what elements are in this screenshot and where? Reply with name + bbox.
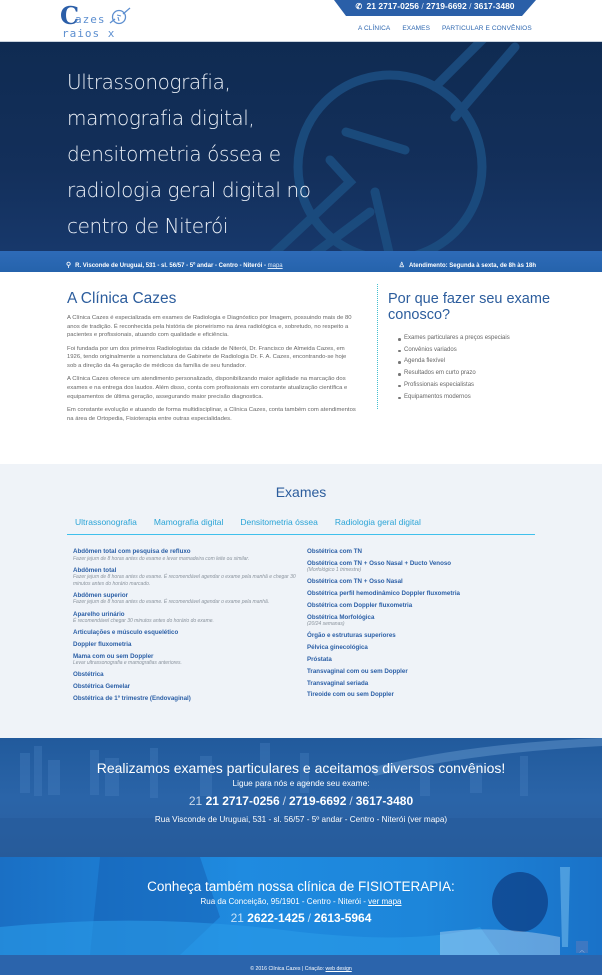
header-phone-2[interactable]: 2719-6692: [426, 1, 467, 11]
exams-title: Exames: [275, 484, 327, 500]
address-text: R. Visconde de Uruguai, 531 - sl. 56/57 - 5º andar - Centro - Niterói -: [75, 263, 268, 269]
header-phone-3[interactable]: 3617-3480: [473, 1, 515, 11]
about-clinic: [67, 290, 357, 428]
tab-ultrassonografia[interactable]: Ultrassonografia: [75, 517, 137, 527]
exam-title: Mama com ou sem Doppler: [73, 652, 154, 660]
logo-line-2: raios x: [62, 27, 116, 40]
main-nav: [358, 25, 532, 32]
site-footer: [0, 948, 602, 975]
logo-line-1: azes: [75, 13, 106, 26]
nav-particular-convenios[interactable]: PARTICULAR E CONVÊNIOS: [442, 25, 532, 32]
exam-title: Obstétrica Morfológica: [307, 613, 375, 621]
tab-mamografia[interactable]: Mamografia digital: [153, 517, 224, 527]
about-title: A Clínica Cazes: [67, 290, 177, 307]
exam-title: Pélvica ginecológica: [307, 644, 368, 652]
header-phone-1[interactable]: 21 2717-0256: [366, 1, 419, 11]
why-item: Resultados em curto prazo: [398, 368, 588, 380]
exam-item: [307, 614, 532, 628]
exam-title: Obstétrica: [73, 671, 104, 679]
physio-phone-1[interactable]: 2622-1425: [247, 911, 305, 925]
exam-item: [307, 644, 532, 652]
physiotherapy-photo-background: [0, 857, 602, 955]
why-item: Convênios variados: [398, 345, 588, 357]
physio-title: Conheça também nossa clínica de FISIOTERAPIA:: [147, 879, 455, 894]
exam-note: Fazer jejum de 8 horas antes do exame. É recomendável agendar o exame pela manhã e chegar 30 minutos antes do horário marcado.: [73, 574, 296, 587]
exam-title: Tireoide com ou sem Doppler: [307, 691, 394, 699]
exam-title: Obstétrica com TN: [307, 548, 363, 555]
exam-title: Órgão e estruturas superiores: [307, 632, 396, 640]
hero-title: Ultrassonografia, mamografia digital, densitometria óssea e radiologia geral digital no centro de Niterói: [67, 70, 311, 238]
nav-a-clinica[interactable]: A CLÍNICA: [358, 25, 391, 32]
about-section: [0, 272, 602, 464]
physiotherapy-banner: [0, 857, 602, 955]
exam-title: Obstétrica com TN + Osso Nasal: [307, 578, 403, 586]
address-info: [66, 252, 283, 271]
map-link[interactable]: mapa: [267, 263, 283, 269]
why-item: Profissionais especialistas: [398, 380, 588, 392]
phone-icon: ✆: [355, 2, 363, 11]
exam-title: Transvaginal com ou sem Doppler: [307, 667, 408, 675]
about-paragraph: Em constante evolução e atuando de forma multidisciplinar, a Clínica Cazes, conta também com atendimentos na área de Ortopedia, Fisioterapia entre outras especialidades.: [67, 406, 356, 422]
why-title: Por que fazer seu exame conosco?: [388, 291, 551, 323]
exam-item: [73, 548, 298, 562]
exam-note: (Morfológico 1 trimestre): [307, 567, 362, 574]
header-phone-bar: ✆ 21 2717-0256 / 2719-6692 / 3617-3480: [334, 0, 536, 16]
tab-radiologia[interactable]: Radiologia geral digital: [334, 517, 421, 527]
person-icon: ♙: [398, 262, 405, 269]
insurance-address[interactable]: Rua Visconde de Uruguai, 531 - sl. 56/57 - 5º andar - Centro - Niterói (ver mapa): [154, 815, 448, 824]
exam-item: [73, 683, 298, 691]
exam-item: [73, 592, 298, 606]
exam-item: [73, 629, 298, 637]
why-item: Exames particulares a preços especiais: [398, 333, 588, 345]
exam-item: [73, 641, 298, 649]
exam-list-left: [73, 548, 298, 707]
exam-title: Obstétrica com Doppler fluxometria: [307, 601, 413, 609]
back-to-top-button[interactable]: [576, 941, 588, 953]
exam-item: [307, 548, 532, 556]
map-pin-icon: ⚲: [66, 262, 72, 269]
exam-item: [73, 671, 298, 679]
exam-note: Fazer jejum de 8 horas antes do exame. É recomendável agendar o exame pela manhã.: [73, 599, 270, 606]
insurance-title: Realizamos exames particulares e aceitamos diversos convênios!: [96, 760, 506, 776]
exam-item: [73, 695, 298, 703]
tab-densitometria[interactable]: Densitometria óssea: [240, 517, 318, 527]
copyright-text: © 2016 Clínica Cazes | Criação:: [250, 966, 326, 972]
exam-title: Abdômen total com pesquisa de refluxo: [73, 548, 191, 555]
physio-map-link[interactable]: ver mapa: [368, 897, 402, 906]
exam-tabs: [67, 515, 535, 535]
exam-title: Aparelho urinário: [73, 610, 125, 618]
exams-section: [0, 464, 602, 738]
exam-item: [307, 656, 532, 664]
phone-3[interactable]: 3617-3480: [355, 794, 414, 808]
exam-item: [307, 668, 532, 676]
exam-item: [307, 590, 532, 598]
logo[interactable]: [60, 3, 132, 41]
exam-title: Abdômen superior: [73, 591, 129, 599]
exam-title: Abdômen total: [73, 566, 117, 574]
xray-tube-icon: [108, 6, 132, 26]
exam-item: [307, 578, 532, 586]
exam-title: Doppler fluxometria: [73, 640, 132, 648]
site-header: [0, 0, 602, 42]
dotted-divider: [377, 284, 378, 409]
exam-item: [307, 560, 532, 574]
physio-phones: 21 2622-1425 / 2613-5964: [230, 911, 372, 925]
exam-item: [307, 632, 532, 640]
nav-exames[interactable]: EXAMES: [402, 25, 431, 32]
hours-info: [399, 252, 536, 271]
about-paragraph: A Clínica Cazes é especializada em exames de Radiologia e Diagnóstico por Imagem, possuindo mais de 80 anos de tradição. É reconhecida pela história de pioneirismo na área radiológica e, sobretudo, no respeito a pacientes e profissionais, atuando com qualidade e eficiência.: [67, 315, 352, 339]
exam-title: Obstétrica Gemelar: [73, 683, 131, 691]
info-bar: [0, 251, 602, 272]
exam-title: Obstétrica perfil hemodinâmico Doppler fluxometria: [307, 590, 460, 598]
credit-link[interactable]: web design: [325, 966, 352, 972]
phone-2[interactable]: 2719-6692: [289, 794, 347, 808]
exam-item: [307, 680, 532, 688]
why-item: Agenda flexível: [398, 356, 588, 368]
insurance-banner: [0, 738, 602, 857]
chevron-up-icon: ︿: [579, 948, 585, 954]
hours-text: Atendimento: Segunda à sexta, de 8h às 18h: [408, 263, 536, 269]
exam-title: Obstétrica com TN + Osso Nasal + Ducto Venoso: [307, 559, 452, 567]
physio-phone-2[interactable]: 2613-5964: [314, 911, 372, 925]
why-item: Equipamentos modernos: [398, 392, 588, 404]
exam-title: Transvaginal seriada: [307, 679, 369, 687]
exam-item: [307, 602, 532, 610]
exam-item: [73, 567, 298, 588]
area-code: 21: [188, 794, 203, 808]
exam-title: Próstata: [307, 655, 332, 663]
exam-note: (20/24 semanas): [307, 621, 345, 628]
physio-address: [0, 897, 602, 906]
phone-1[interactable]: 21 2717-0256: [205, 794, 280, 808]
exam-title: Obstétrica de 1º trimestre (Endovaginal): [73, 694, 191, 702]
insurance-phones: 21 21 2717-0256 / 2719-6692 / 3617-3480: [188, 794, 414, 808]
insurance-subtitle: Ligue para nós e agende seu exame:: [232, 778, 370, 788]
exam-item: [307, 691, 532, 699]
why-list: [388, 333, 588, 403]
logo-letter: C: [60, 1, 80, 30]
area-code: 21: [230, 911, 244, 925]
hero-banner: [0, 42, 602, 251]
exam-list-right: [307, 548, 532, 703]
exam-note: É recomendável chegar 30 minutos antes do horário do exame.: [73, 618, 214, 625]
about-paragraph: Foi fundada por um dos primeiros Radiologistas da cidade de Niterói, Dr. Francisco de Almeida Cazes, em 1926, tendo originalmente a nomenclatura de Gabinete de Radiologia Dr. F. A. Cazes, encontrando-se hoje sob a direção da 4a geração de médicos da família de seu fundador.: [67, 345, 347, 370]
why-us: [388, 291, 588, 403]
exam-item: [73, 653, 298, 667]
exam-note: Fazer jejum de 8 horas antes do exame e levar mamadeira com leite ou similar.: [73, 555, 250, 562]
exam-note: Levar ultrassonografia e mamografias anteriores.: [73, 660, 182, 667]
about-paragraph: A Clínica Cazes oferece um atendimento personalizado, disponibilizando maior agilidade na marcação dos exames e na entrega dos laudos. Além disso, conta com profissionais em constante atualização científica e equipamentos de última geração, assegurando maior precisão diagnostica.: [67, 376, 348, 400]
exam-title: Articulações e músculo esquelético: [73, 629, 179, 637]
physio-address-text: Rua da Conceição, 95/1901 - Centro - Niterói -: [200, 897, 369, 906]
exam-item: [73, 611, 298, 625]
